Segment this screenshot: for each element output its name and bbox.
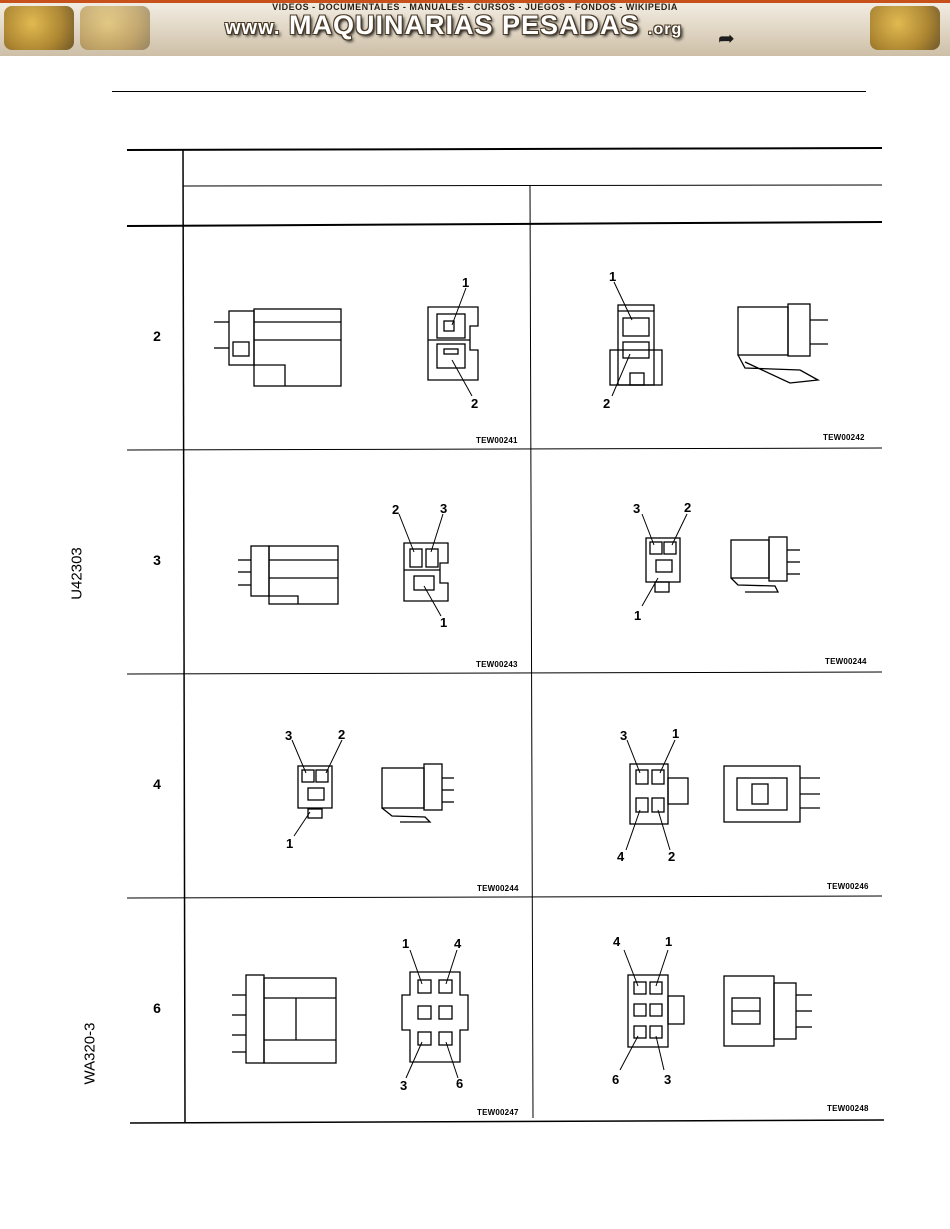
r2-left-callout-3: 3 <box>440 501 448 516</box>
r2-right-callout-2: 2 <box>684 500 692 515</box>
r2-right-callout-3: 3 <box>633 501 641 516</box>
r2-left-callout-1: 1 <box>440 615 448 630</box>
r4-left-face-view <box>402 972 468 1062</box>
r3-left-callout-3: 3 <box>285 728 293 743</box>
banner-title-prefix: www. <box>225 17 281 39</box>
r1-right-side-view <box>738 304 828 383</box>
r3-left-side-view <box>382 764 454 822</box>
r3-right-callout-1: 1 <box>672 726 680 741</box>
r1-left-callout-1: 1 <box>462 275 470 290</box>
row-pins-6: 6 <box>153 1000 161 1016</box>
r4-left-callout-3: 3 <box>400 1078 408 1093</box>
table-grid <box>127 148 884 1123</box>
figure-code: TEW00244 <box>477 884 519 893</box>
r1-left-face-view <box>428 307 478 380</box>
r2-right-callout-1: 1 <box>634 608 642 623</box>
r1-right-callout-1: 1 <box>609 269 617 284</box>
figure-code: TEW00244 <box>825 657 867 666</box>
r1-right-leaders <box>612 282 632 396</box>
r3-left-callout-2: 2 <box>338 727 346 742</box>
row-pins-4: 4 <box>153 776 161 792</box>
row-pins-3: 3 <box>153 552 161 568</box>
r1-left-callout-2: 2 <box>471 396 479 411</box>
r4-right-callout-4: 4 <box>613 934 621 949</box>
r3-left-callout-1: 1 <box>286 836 294 851</box>
r4-left-leaders <box>406 950 458 1078</box>
figure-code: TEW00243 <box>476 660 518 669</box>
r2-left-side-view <box>238 546 338 604</box>
cursor-arrow-icon: ➦ <box>718 28 735 50</box>
r4-right-callout-3: 3 <box>664 1072 672 1087</box>
r2-right-side-view <box>731 537 800 592</box>
r4-right-leaders <box>620 950 668 1070</box>
figure-code: TEW00246 <box>827 882 869 891</box>
r2-right-face-view <box>646 538 680 592</box>
r4-left-side-view <box>232 975 336 1063</box>
r4-right-side-view <box>724 976 812 1046</box>
r4-right-callout-1: 1 <box>665 934 673 949</box>
doc-code-label: U42303 <box>68 547 86 600</box>
r3-right-side-view <box>724 766 820 822</box>
r3-right-callout-4: 4 <box>617 849 625 864</box>
figure-code: TEW00247 <box>477 1108 519 1117</box>
r4-right-callout-6: 6 <box>612 1072 620 1087</box>
banner-menu[interactable]: VIDEOS - DOCUMENTALES - MANUALES - CURSOS - JUEGOS - FONDOS - WIKIPEDIA <box>272 2 678 12</box>
r3-right-callout-3: 3 <box>620 728 628 743</box>
r2-left-callout-2: 2 <box>392 502 400 517</box>
figure-code: TEW00242 <box>823 433 865 442</box>
model-label: WA320-3 <box>81 1022 99 1085</box>
row-pins-2: 2 <box>153 328 161 344</box>
r3-right-callout-2: 2 <box>668 849 676 864</box>
banner-title-main: MAQUINARIAS PESADAS <box>289 10 640 40</box>
r1-right-callout-2: 2 <box>603 396 611 411</box>
r2-left-face-view <box>404 543 448 601</box>
r4-left-callout-4: 4 <box>454 936 462 951</box>
figure-code: TEW00241 <box>476 436 518 445</box>
r1-right-face-view <box>610 305 662 385</box>
r4-left-callout-6: 6 <box>456 1076 464 1091</box>
r3-left-face-view <box>298 766 332 818</box>
r1-left-side-view <box>214 309 341 386</box>
banner-title-suffix: .org <box>648 21 683 38</box>
r4-left-callout-1: 1 <box>402 936 410 951</box>
figure-code: TEW00248 <box>827 1104 869 1113</box>
